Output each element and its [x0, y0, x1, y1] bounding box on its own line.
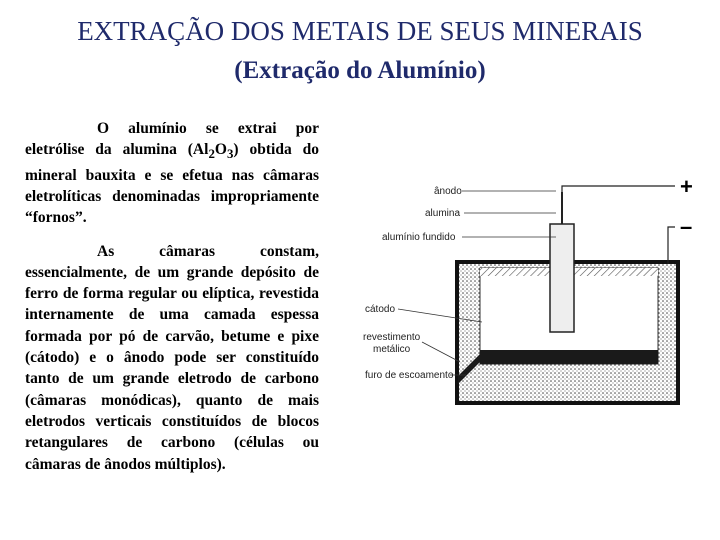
negative-wire	[668, 227, 675, 264]
label-furo-de-escoamento: furo de escoamento	[365, 370, 454, 381]
molten-aluminum	[480, 350, 658, 364]
subscript-3: 3	[226, 146, 234, 162]
paragraph-1-part-a: O alumínio se extrai por eletrólise da alumina (Al	[25, 120, 319, 159]
page-subtitle: (Extração do Alumínio)	[234, 57, 486, 84]
label-metalico: metálico	[373, 344, 411, 355]
anode-block	[550, 224, 574, 332]
electrolytic-cell-diagram	[330, 172, 710, 412]
paragraph-1-part-c: ) obtida do mineral bauxita e se efetua nas câmaras eletrolíticas denominadas impropriamente “fornos”.	[25, 141, 319, 227]
paragraph-2: As câmaras constam, essencialmente, de um grande depósito de ferro de forma regular ou elíptica, revestida internamente de uma camada espessa formada por pó de carvão, betume e pixe (cátodo) e o ânodo pode ser constituído tanto de um grande eletrodo de carbono (câmaras monódicas), quanto de mais eletrodos verticais constituídos de blocos retangulares de carbono (células ou câmaras de ânodos múltiplos).	[25, 242, 319, 473]
leader-revestimento	[422, 342, 460, 362]
label-anodo: ânodo	[434, 186, 462, 197]
subscript-2: 2	[208, 146, 215, 162]
label-revestimento: revestimento	[363, 332, 421, 343]
body-text	[25, 118, 319, 475]
page-title: EXTRAÇÃO DOS METAIS DE SEUS MINERAIS	[77, 16, 643, 46]
label-catodo: cátodo	[365, 304, 396, 315]
negative-sign: –	[680, 214, 693, 239]
label-aluminio-fundido: alumínio fundido	[382, 232, 456, 243]
paragraph-1	[25, 118, 319, 229]
positive-wire	[562, 186, 675, 192]
paragraph-1-part-b: O	[214, 141, 227, 159]
positive-sign: +	[680, 174, 693, 199]
label-alumina: alumina	[425, 208, 461, 219]
